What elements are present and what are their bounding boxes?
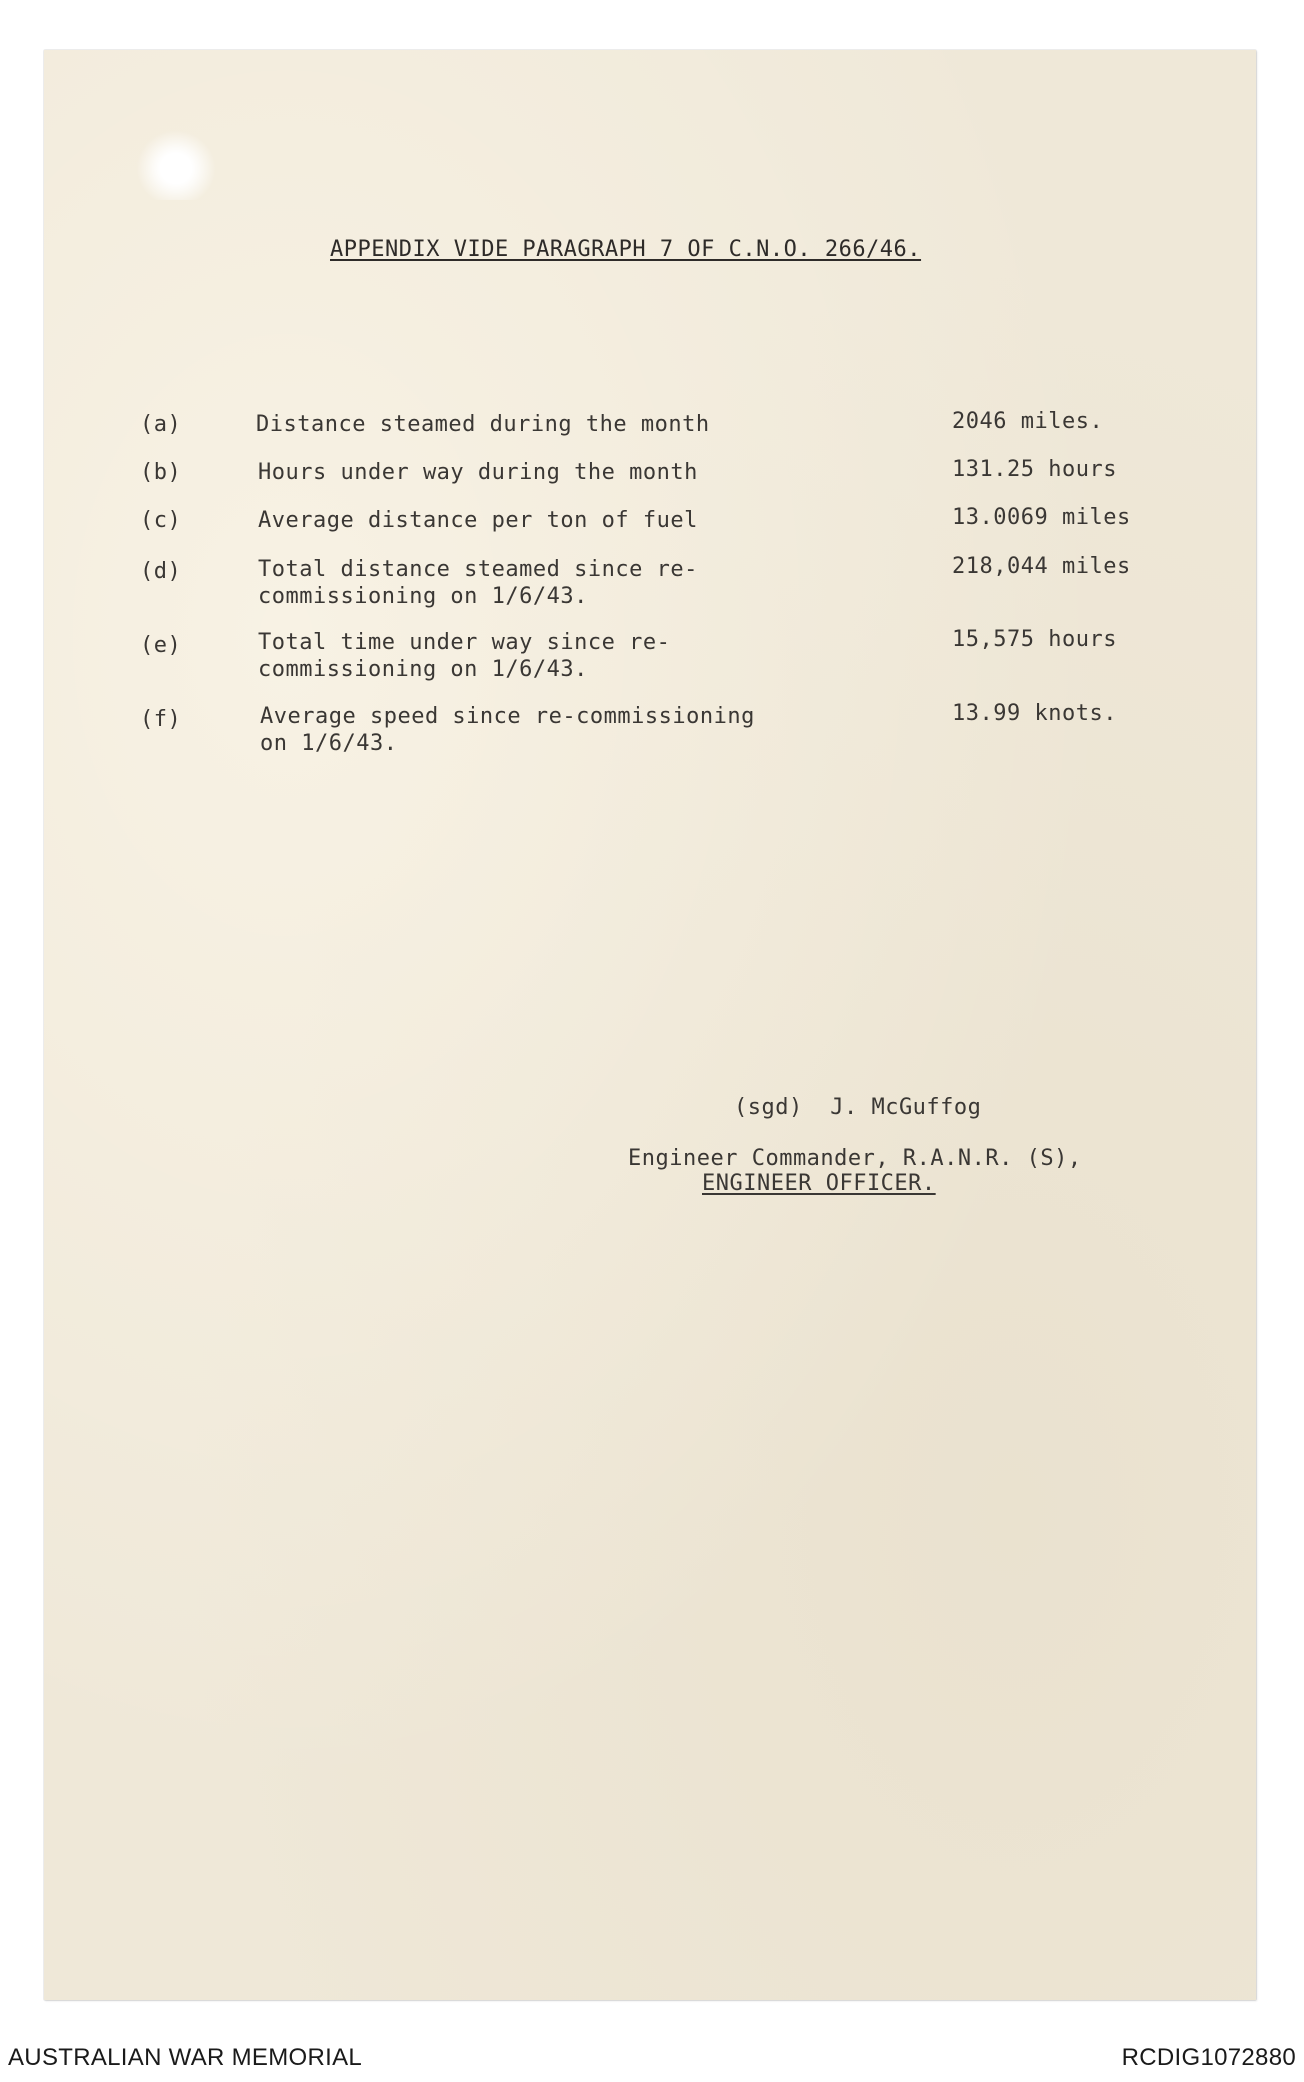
- item-description: Hours under way during the month: [258, 460, 698, 485]
- item-description: Total distance steamed since re- commissioning on 1/6/43.: [258, 557, 698, 609]
- signature-role: ENGINEER OFFICER.: [702, 1171, 936, 1196]
- item-label: (c): [140, 508, 182, 533]
- item-label: (f): [140, 707, 182, 732]
- item-value: 15,575 hours: [952, 627, 1117, 652]
- item-value: 131.25 hours: [952, 457, 1117, 482]
- item-label: (d): [140, 559, 182, 584]
- signature-rank: Engineer Commander, R.A.N.R. (S),: [628, 1146, 1082, 1171]
- archive-credit: AUSTRALIAN WAR MEMORIAL: [8, 2044, 363, 2071]
- signature-name: (sgd) J. McGuffog: [734, 1095, 982, 1120]
- item-value: 2046 miles.: [952, 409, 1104, 434]
- item-label: (e): [140, 633, 182, 658]
- item-label: (b): [140, 460, 182, 485]
- document-title: APPENDIX VIDE PARAGRAPH 7 OF C.N.O. 266/46.: [330, 237, 922, 262]
- archive-id: RCDIG1072880: [1121, 2044, 1296, 2071]
- item-description: Average distance per ton of fuel: [258, 508, 698, 533]
- item-label: (a): [140, 412, 182, 437]
- paper-sheet: [44, 50, 1256, 2000]
- item-value: 13.0069 miles: [952, 505, 1131, 530]
- item-description: Average speed since re-commissioning on 1/6/43.: [260, 704, 755, 756]
- item-value: 13.99 knots.: [952, 701, 1117, 726]
- punch-hole: [136, 130, 216, 200]
- item-description: Total time under way since re- commissioning on 1/6/43.: [258, 630, 671, 682]
- item-value: 218,044 miles: [952, 554, 1131, 579]
- item-description: Distance steamed during the month: [256, 412, 710, 437]
